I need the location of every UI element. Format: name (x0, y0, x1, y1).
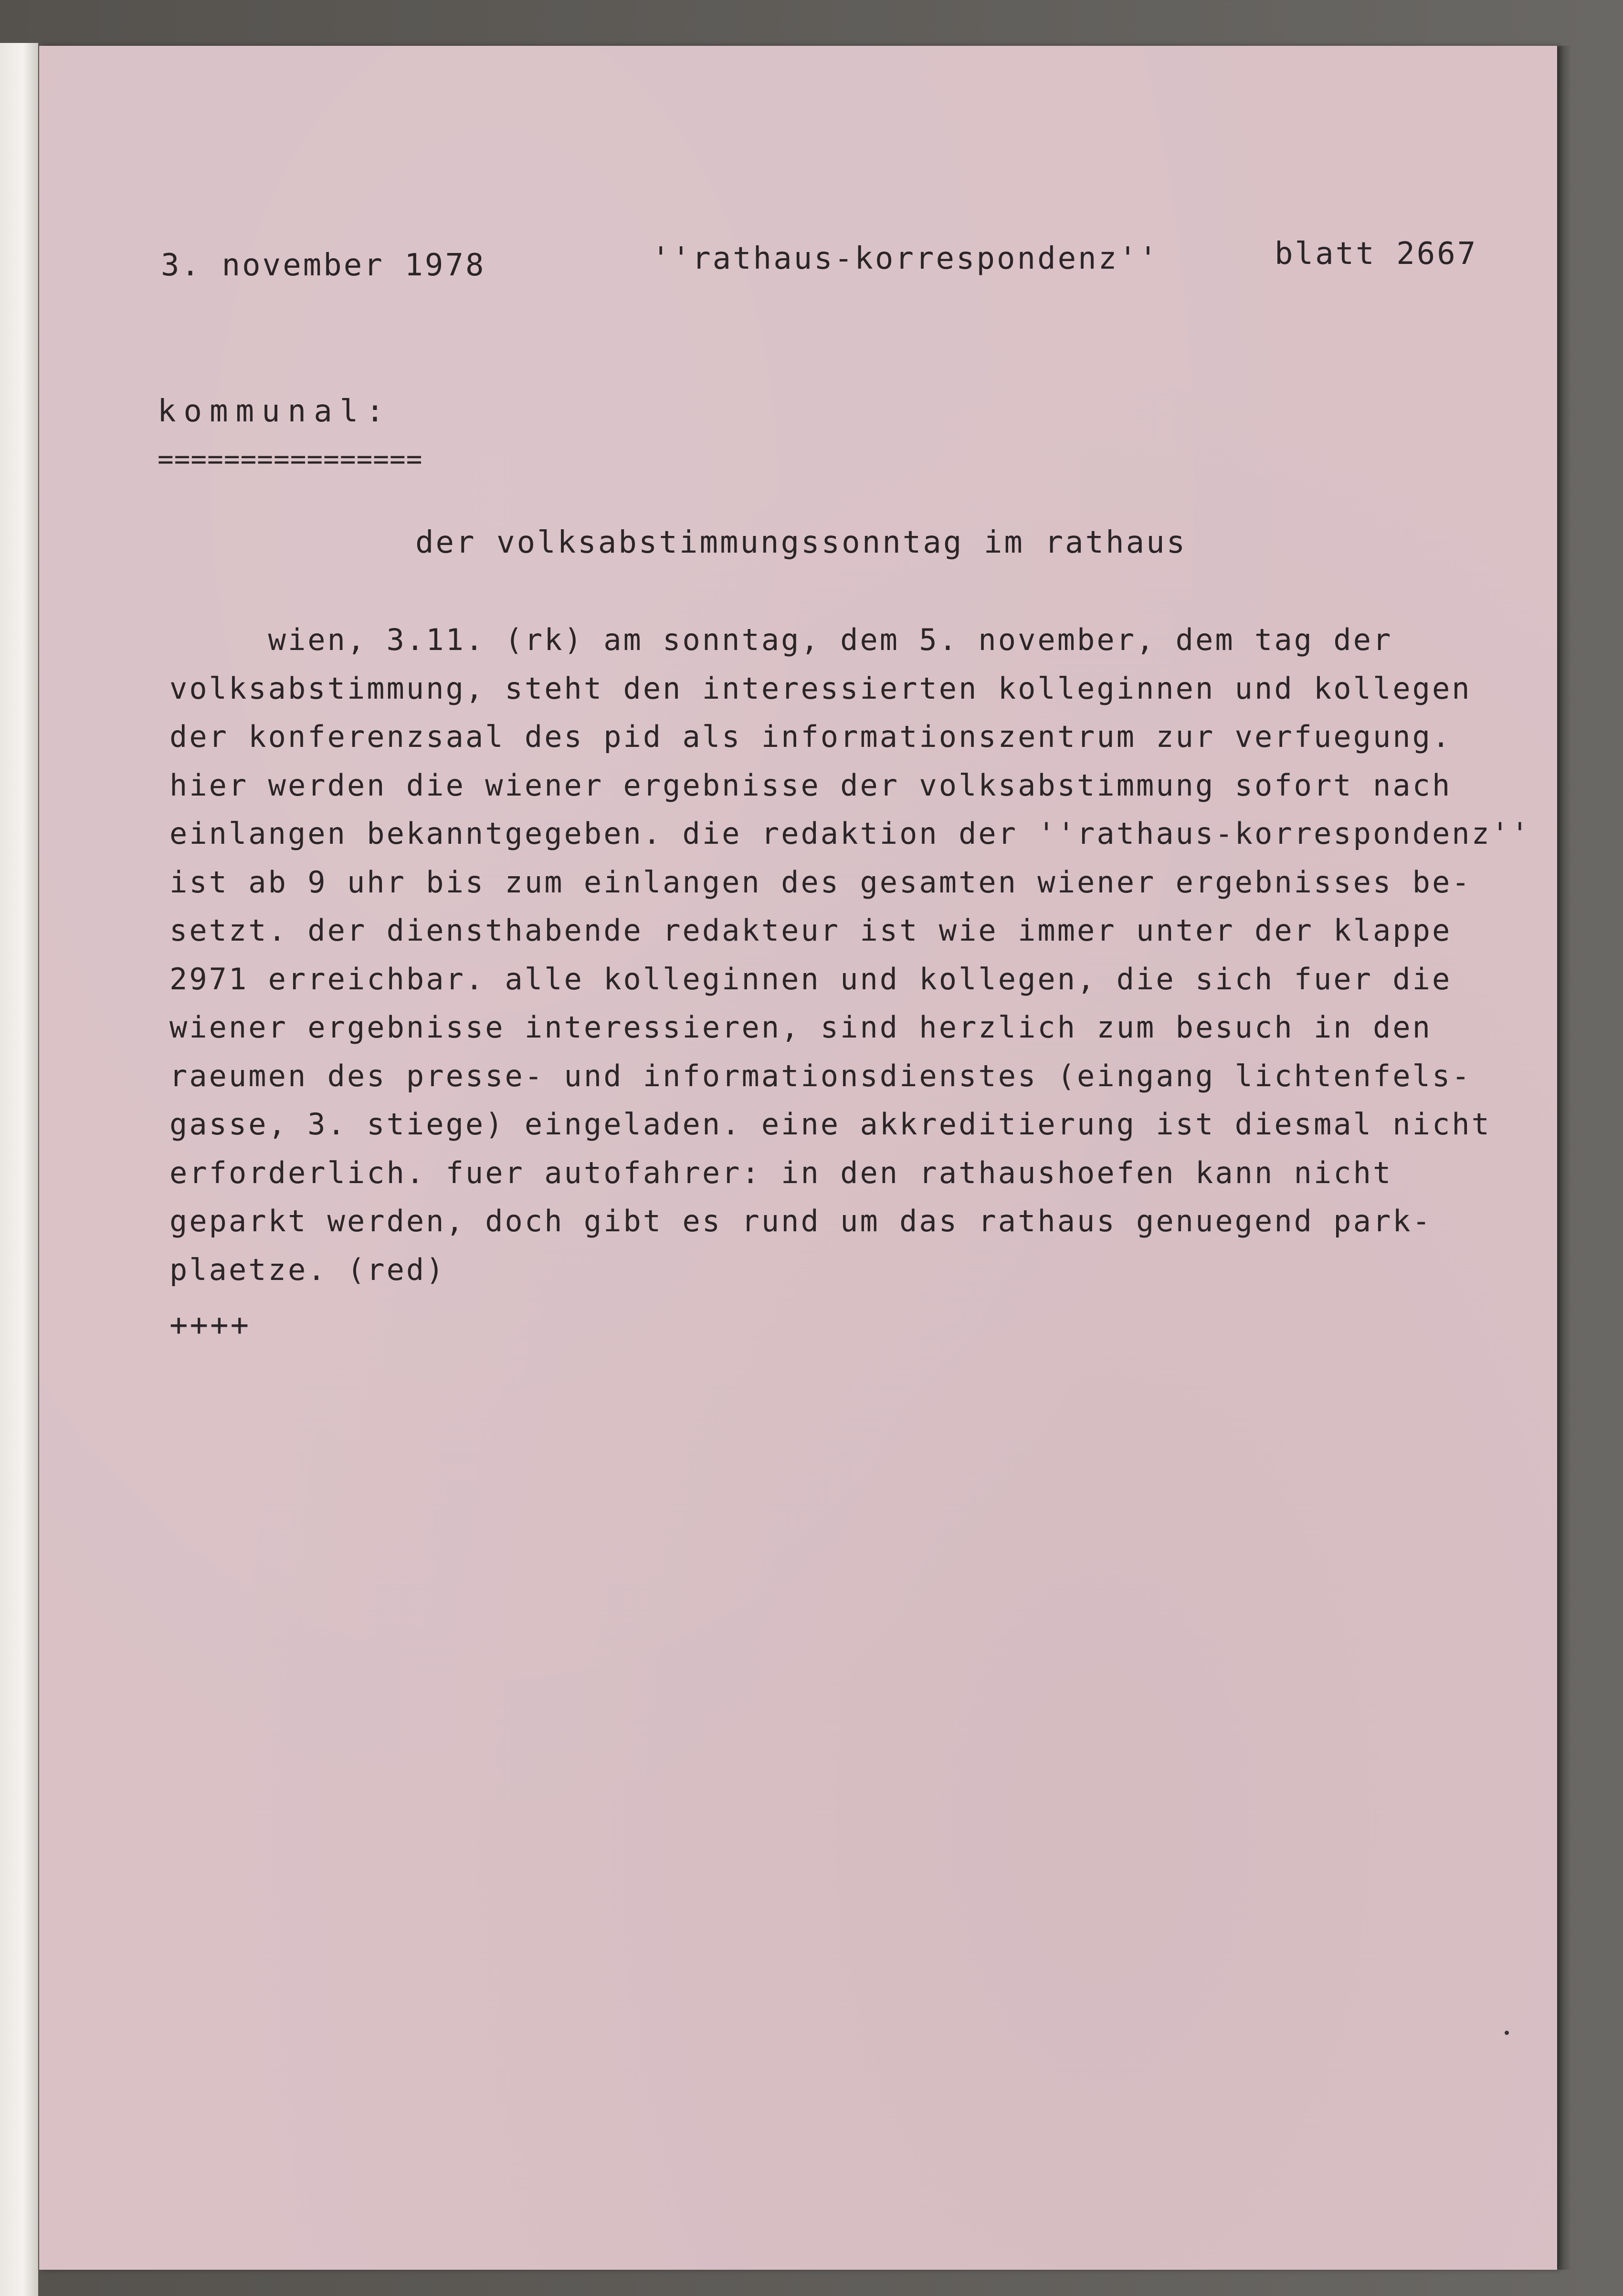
section-heading: kommunal: (158, 394, 392, 429)
end-mark: ++++ (169, 1308, 251, 1343)
header-date: 3. november 1978 (161, 248, 486, 283)
article-title: der volksabstimmungssonntag im rathaus (415, 525, 1187, 560)
body-line: volksabstimmung, steht den interessierten kolleginnen und kollegen (169, 671, 1472, 706)
body-line: 2971 erreichbar. alle kolleginnen und kollegen, die sich fuer die (169, 961, 1452, 996)
body-line: wiener ergebnisse interessieren, sind herzlich zum besuch in den (169, 1010, 1432, 1045)
body-line: hier werden die wiener ergebnisse der volksabstimmung sofort nach (169, 767, 1452, 803)
body-line: einlangen bekanntgegeben. die redaktion der ''rathaus-korrespondenz'' (169, 816, 1531, 851)
header-sheet-number: blatt 2667 (1275, 236, 1478, 272)
body-line: plaetze. (red) (169, 1252, 446, 1287)
previous-page-edge (0, 43, 38, 2296)
body-line: setzt. der diensthabende redakteur ist wie immer unter der klappe (169, 913, 1452, 948)
body-line: gasse, 3. stiege) eingeladen. eine akkreditierung ist diesmal nicht (169, 1107, 1491, 1142)
body-line: erforderlich. fuer autofahrer: in den rathaushoefen kann nicht (169, 1155, 1393, 1190)
article-body (169, 616, 1535, 1294)
header-publication: ''rathaus-korrespondenz'' (652, 241, 1159, 276)
paper-speck (1505, 2031, 1509, 2035)
body-line: der konferenzsaal des pid als informationszentrum zur verfuegung. (169, 719, 1452, 754)
body-line: wien, 3.11. (rk) am sonntag, dem 5. november, dem tag der (169, 622, 1393, 657)
body-line: ist ab 9 uhr bis zum einlangen des gesamten wiener ergebnisses be- (169, 864, 1472, 900)
section-underline: ================ (158, 444, 423, 475)
body-line: geparkt werden, doch gibt es rund um das rathaus genuegend park- (169, 1204, 1432, 1238)
body-line: raeumen des presse- und informationsdienstes (eingang lichtenfels- (169, 1058, 1472, 1093)
page-shadow (1557, 46, 1571, 2270)
